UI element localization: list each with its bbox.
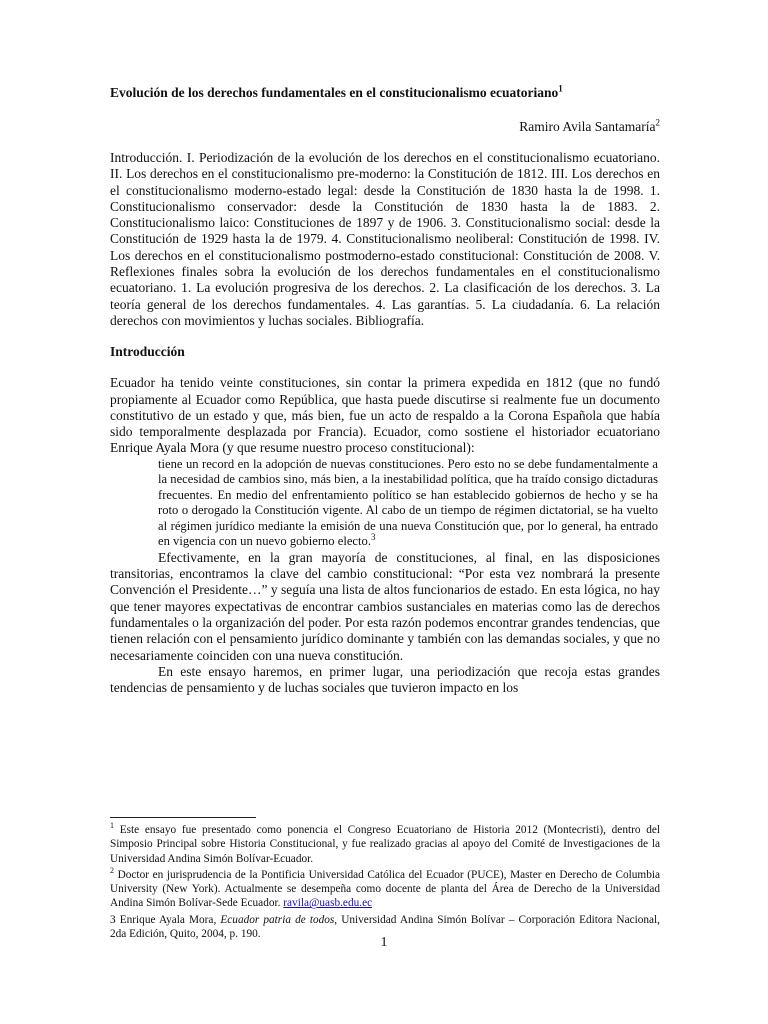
section-heading-introduccion: Introducción bbox=[110, 344, 185, 360]
title-footnote-ref[interactable]: 1 bbox=[558, 83, 563, 94]
footnote-2-text: Doctor en jurisprudencia de la Pontificia Universidad Católica del Ecuador (PUCE), Master en Derecho de Columbia University (New York). Actualmente se desempeña como docente de planta del Área de Derecho de la Universidad Andina Simón Bolívar-Sede Ecuador. bbox=[110, 868, 660, 910]
author-email-link[interactable]: ravila@uasb.edu.ec bbox=[283, 897, 373, 910]
author-footnote-ref[interactable]: 2 bbox=[655, 117, 660, 128]
block-quote bbox=[158, 457, 658, 550]
footnote-divider bbox=[110, 817, 256, 818]
paragraph-1: Ecuador ha tenido veinte constituciones, sin contar la primera expedida en 1812 (que no fundó propiamente al Ecuador como República, que hasta puede discutirse si realmente fue un documento constitutivo de un estado y que, más bien, fue un acto de respaldo a la Corona Española que había sido temporalmente desplazada por Francia). Ecuador, como sostiene el historiador ecuatoriano Enrique Ayala Mora (y que resume nuestro proceso constitucional): bbox=[110, 375, 660, 456]
footnote-3-suffix: , Universidad Andina Simón Bolívar – Corporación Editora Nacional, 2da Edición, Quito, 2004, p. 190. bbox=[110, 913, 661, 941]
document-page bbox=[110, 84, 660, 696]
footnote-1 bbox=[110, 823, 660, 866]
page-number: 1 bbox=[380, 935, 388, 950]
footnote-1-text: Este ensayo fue presentado como ponencia el Congreso Ecuatoriano de Historia 2012 (Montecristi), dentro del Simposio Principal sobre Historia Constitucional, y fue realizado gracias al apoyo del Comité de Investigaciones de la Universidad Andina Simón Bolívar-Ecuador. bbox=[110, 824, 660, 865]
author-name: Ramiro Avila Santamaría bbox=[519, 119, 656, 134]
paragraph-3: En este ensayo haremos, en primer lugar, una periodización que recoja estas grandes tendencias de pensamiento y de luchas sociales que tuvieron impacto en los bbox=[110, 663, 660, 696]
footnote-3-prefix: 3 Enrique Ayala Mora, bbox=[110, 913, 217, 926]
author-line bbox=[110, 118, 660, 136]
document-title bbox=[110, 84, 660, 102]
paragraph-2: Efectivamente, en la gran mayoría de constituciones, al final, en las disposiciones transitorias, encontramos la clave del cambio constitucional: “Por esta vez nombrará la presente Convención el Presidente…” y seguía una lista de altos funcionarios de estado. En esta lógica, no hay que tener mayores expectativas de encontrar cambios sustanciales en materias como las de derechos fundamentales o la organización del poder. Por esta razón podemos encontrar grandes tendencias, que tienen relación con el pensamiento jurídico dominante y también con las demandas sociales, y que no necesariamente coinciden con una nueva constitución. bbox=[110, 549, 660, 663]
table-of-contents: Introducción. I. Periodización de la evolución de los derechos en el constitucionalismo ecuatoriano. II. Los derechos en el constitucionalismo pre-moderno: la Constitución de 1812. III. Los derechos en el constitucionalismo moderno-estado legal: desde la Constitución de 1830 hasta la de 1998. 1. Constitucionalismo conservador: desde la Constitución de 1830 hasta la de 1883. 2. Constitucionalismo laico: Constituciones de 1897 y de 1906. 3. Constitucionalismo social: desde la Constitución de 1929 hasta la de 1979. 4. Constitucionalismo neoliberal: Constitución de 1998. IV. Los derechos en el constitucionalismo postmoderno-estado constitucional: Constitución de 2008. V. Reflexiones finales sobra la evolución de los derechos fundamentales en el constitucionalismo ecuatoriano. 1. La evolución progresiva de los derechos. 2. La clasificación de los derechos. 3. La teoría general de los derechos fundamentales. 4. Las garantías. 5. La ciudadanía. 6. La relación derechos con movimientos y luchas sociales. Bibliografía. bbox=[110, 150, 660, 328]
footnote-2 bbox=[110, 868, 660, 911]
footnote-1-mark: 1 bbox=[110, 821, 114, 831]
quote-footnote-ref[interactable]: 3 bbox=[370, 532, 376, 543]
footnote-2-mark: 2 bbox=[110, 866, 114, 876]
footnotes bbox=[110, 823, 660, 943]
title-text: Evolución de los derechos fundamentales en el constitucionalismo ecuatoriano bbox=[110, 85, 559, 100]
quote-text: tiene un record en la adopción de nuevas constituciones. Pero esto no se debe fundamentalmente a la necesidad de cambios sino, más bien, a la inestabilidad política, que ha traído consigo dictaduras frecuentes. En medio del enfrentamiento político se han establecido gobiernos de hecho y se ha roto o derogado la Constitución vigente. Al cabo de un tiempo de régimen dictatorial, se ha vuelto al régimen jurídico mediante la emisión de una nueva Constitución que, por lo general, ha entrado en vigencia con un nuevo gobierno electo. bbox=[158, 456, 658, 549]
footnote-3-book-title: Ecuador patria de todos bbox=[220, 913, 335, 926]
